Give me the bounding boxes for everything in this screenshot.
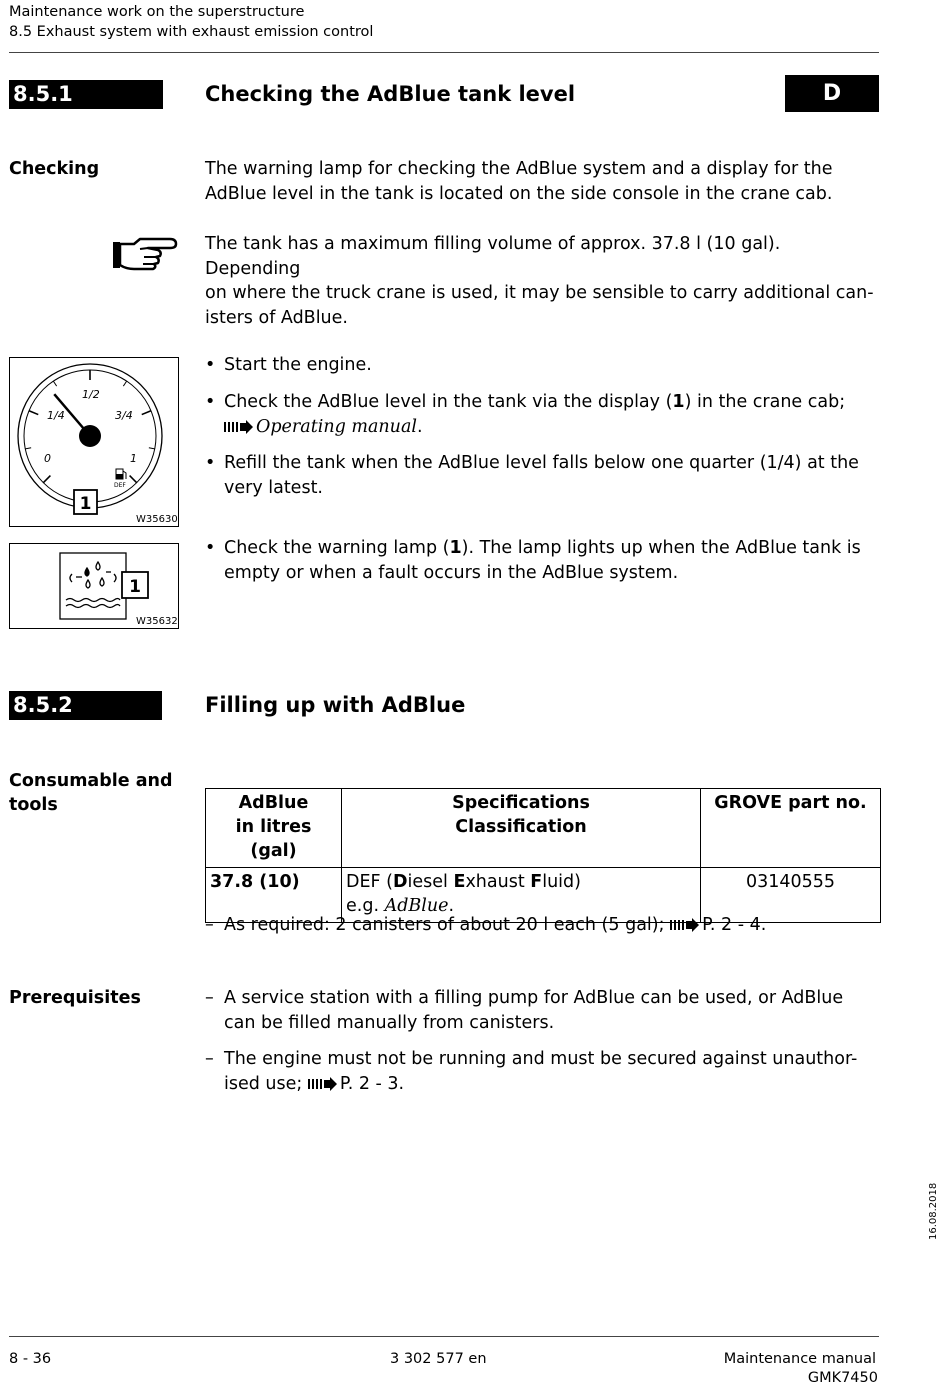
header-rule: [9, 52, 879, 53]
adblue-level-gauge-figure: [9, 357, 179, 527]
operating-manual-ref[interactable]: Operating manual: [256, 416, 417, 437]
page-reference-link[interactable]: P. 2 - 4.: [702, 915, 767, 935]
table-cell: 03140555: [701, 868, 881, 923]
section-title: Checking the AdBlue tank level: [205, 82, 576, 106]
gauge-label-full: 1: [130, 452, 137, 465]
gauge-tick: [25, 448, 31, 449]
note-line: isters of AdBlue.: [205, 307, 348, 328]
gauge-callout: 1: [79, 494, 92, 514]
table-header-cell: AdBlue in litres (gal): [206, 789, 342, 868]
document-number: 3 302 577 en: [390, 1351, 487, 1367]
step-bullet: • Start the engine.: [205, 355, 372, 375]
consumables-table: [205, 788, 881, 923]
figure-code: W35632: [136, 616, 178, 627]
gauge-tick: [43, 476, 50, 483]
prerequisites-label: Prerequisites: [9, 988, 141, 1008]
gauge-tick: [29, 411, 38, 415]
gauge-label-quarter: 1/4: [47, 409, 65, 422]
note-line: The tank has a maximum filling volume of approx. 37.8 l (10 gal). Depending: [205, 234, 781, 279]
section-number: 8.5.2: [9, 691, 162, 720]
prerequisite-item: – The engine must not be running and must be secured against unauthor- ised use; P. 2 - 3.: [205, 1049, 858, 1094]
fuel-gauge-icon: [10, 358, 178, 526]
figure-code: W35630: [136, 514, 178, 525]
gauge-tick: [149, 448, 155, 449]
tank-volume-note: [205, 232, 880, 330]
checking-label: Checking: [9, 159, 100, 179]
footer-rule: [9, 1336, 879, 1337]
gauge-label-three-quarter: 3/4: [115, 409, 133, 422]
cross-reference-arrow-icon: [308, 1077, 338, 1091]
section-title: Filling up with AdBlue: [205, 693, 466, 717]
as-required-line: – As required: 2 canisters of about 20 l each (5 gal); P. 2 - 4.: [205, 915, 767, 935]
page-reference-link[interactable]: P. 2 - 3.: [339, 1073, 405, 1094]
def-label: DEF: [114, 482, 126, 489]
gauge-label-half: 1/2: [82, 388, 100, 401]
manual-title: Maintenance manual: [723, 1351, 876, 1367]
revision-date: 16.08.2018: [928, 1182, 939, 1240]
table-header-cell: GROVE part no.: [701, 789, 881, 868]
page-number: 8 - 36: [9, 1351, 52, 1367]
pointing-hand-icon: [110, 236, 180, 274]
section-number: 8.5.1: [9, 80, 163, 109]
gauge-label-zero: 0: [44, 452, 51, 465]
chapter-badge: D: [785, 75, 879, 112]
step-bullet: • Check the warning lamp (1). The lamp lights up when the AdBlue tank is empty or when a fault occurs in the AdBlue system.: [205, 538, 861, 583]
prerequisite-item: – A service station with a filling pump for AdBlue can be used, or AdBlue can be filled manually from canisters.: [205, 988, 844, 1033]
machine-model: GMK7450: [807, 1370, 878, 1386]
warning-lamp-frame: [60, 553, 126, 619]
gauge-tick: [53, 381, 56, 386]
gauge-tick: [142, 411, 151, 415]
table-cell: 37.8 (10): [206, 868, 342, 923]
step-bullet: • Check the AdBlue level in the tank via the display (1) in the crane cab; Operating manual.: [205, 392, 846, 437]
fuel-pump-icon: [116, 469, 126, 479]
cross-reference-arrow-icon: [670, 918, 700, 932]
cross-reference-arrow-icon: [224, 420, 254, 434]
table-header-cell: Specifications Classification: [342, 789, 701, 868]
checking-text: The warning lamp for checking the AdBlue system and a display for the AdBlue level in the tank is located on the side console in the crane cab.: [205, 159, 833, 204]
lamp-callout: 1: [129, 577, 141, 597]
running-header-section: 8.5 Exhaust system with exhaust emission control: [9, 24, 374, 40]
warning-lamp-figure: [9, 543, 179, 629]
consumable-label: Consumable and tools: [9, 771, 173, 815]
gauge-tick: [123, 381, 126, 386]
gauge-hub: [79, 425, 101, 447]
note-line: on where the truck crane is used, it may be sensible to carry additional can-: [205, 283, 874, 303]
table-header-row: [206, 789, 881, 868]
step-bullet: • Refill the tank when the AdBlue level falls below one quarter (1/4) at the very latest.: [205, 453, 859, 498]
running-header-chapter: Maintenance work on the superstructure: [9, 4, 305, 20]
table-cell: DEF (Diesel Exhaust Fluid) e.g. AdBlue.: [342, 868, 701, 923]
gauge-tick: [130, 476, 137, 483]
